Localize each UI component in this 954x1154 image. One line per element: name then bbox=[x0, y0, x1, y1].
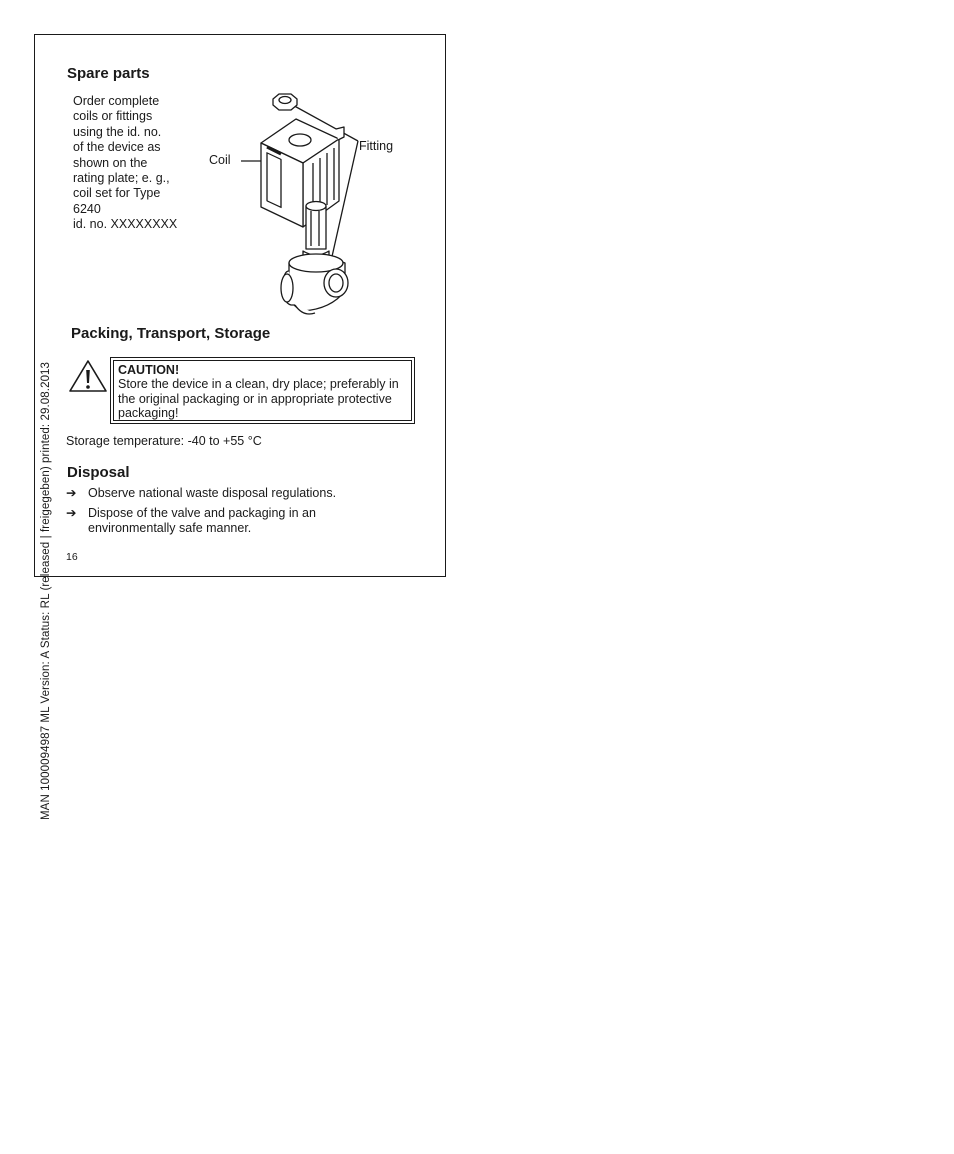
disposal-heading: Disposal bbox=[67, 464, 130, 481]
valve-body-part bbox=[281, 254, 348, 314]
fitting-label: Fitting bbox=[359, 139, 394, 153]
intro-line: 6240 bbox=[73, 201, 101, 216]
solenoid-valve-illustration bbox=[203, 91, 373, 321]
page-number: 16 bbox=[66, 551, 78, 563]
intro-line: coils or fittings bbox=[73, 109, 153, 124]
nut-part bbox=[273, 94, 297, 110]
warning-triangle-icon bbox=[68, 359, 108, 393]
arrow-right-icon: ➔ bbox=[66, 486, 77, 500]
arrow-right-icon: ➔ bbox=[66, 506, 77, 520]
caution-content bbox=[113, 360, 412, 421]
caution-text: Store the device in a clean, dry place; preferably in the original packaging or in appropriate protective packaging! bbox=[118, 377, 399, 421]
packing-heading: Packing, Transport, Storage bbox=[71, 325, 271, 342]
spare-parts-heading: Spare parts bbox=[67, 65, 150, 82]
document-status-line: MAN 1000094987 ML Version: A Status: RL (released | freigegeben) printed: 29.08.2013 bbox=[40, 361, 52, 820]
intro-line: shown on the bbox=[73, 155, 148, 170]
storage-temperature: Storage temperature: -40 to +55 °C bbox=[66, 434, 262, 448]
coil-label: Coil bbox=[209, 153, 231, 167]
intro-line: coil set for Type bbox=[73, 186, 161, 201]
caution-box bbox=[110, 357, 415, 424]
coil-part bbox=[261, 119, 344, 227]
intro-line: using the id. no. bbox=[73, 124, 162, 139]
armature-tube-part bbox=[303, 202, 329, 263]
disposal-item-text: Observe national waste disposal regulations. bbox=[88, 486, 337, 500]
intro-line: Order complete bbox=[73, 94, 160, 108]
intro-line: of the device as bbox=[73, 140, 161, 155]
caution-title: CAUTION! bbox=[118, 363, 180, 377]
spare-parts-intro bbox=[73, 94, 198, 233]
intro-line: rating plate; e. g., bbox=[73, 171, 170, 186]
intro-line: id. no. XXXXXXXX bbox=[73, 217, 178, 232]
page-frame bbox=[34, 34, 446, 577]
disposal-item-text: Dispose of the valve and packaging in an environmentally safe manner. bbox=[88, 506, 316, 536]
